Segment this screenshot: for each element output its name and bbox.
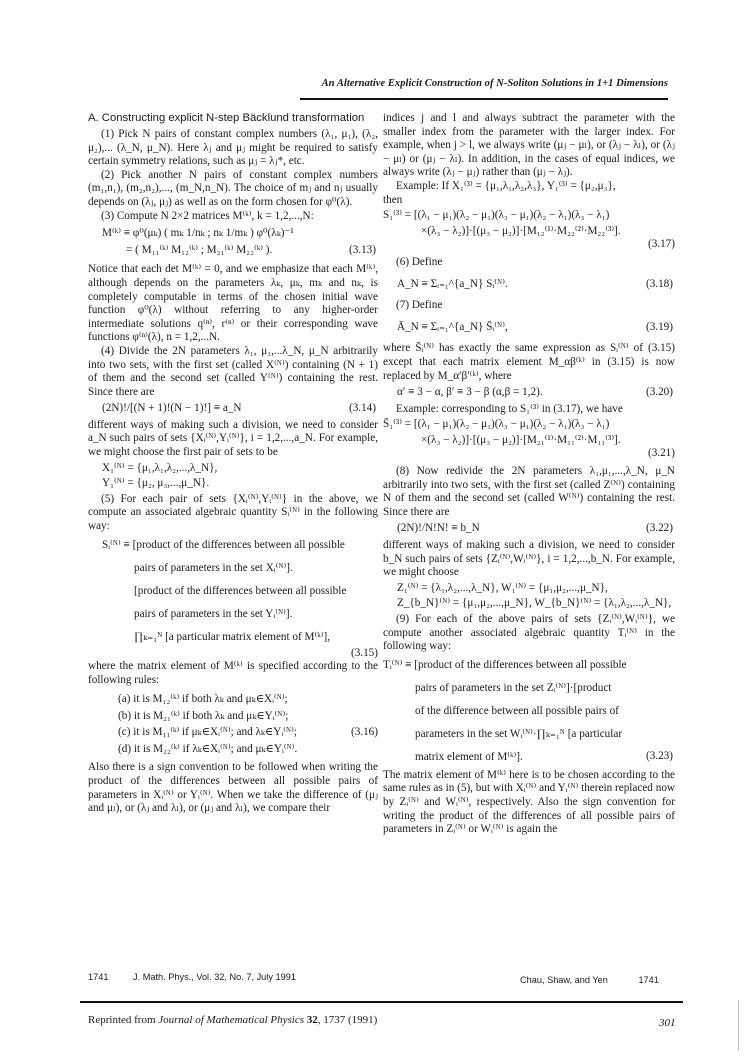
scan-edge-mark [738, 1000, 739, 1050]
reprint-note [88, 1014, 377, 1026]
equation-3-13-line2 [88, 244, 378, 258]
equation-line: pairs of parameters in the set Zᵢ⁽ᴺ⁾]·[product [415, 681, 612, 694]
equation-number: (3.18) [645, 277, 673, 290]
paragraph-indices: indices j and l and always subtract the parameter with the smaller index from the parameter with the larger index. For example, when j > l, we always write (μⱼ − μₗ), or (λⱼ − λₗ), or (λⱼ − μₗ) or (μⱼ − λₗ). In addition, in the cases of equal indices, we always write (λⱼ − μⱼ) rather than (μⱼ − λⱼ). [383, 112, 675, 179]
footer-left [88, 972, 296, 982]
page-number: 301 [659, 1017, 676, 1029]
equation-body: = ( M₁₁⁽ᵏ⁾ M₁₂⁽ᵏ⁾ ; M₂₁⁽ᵏ⁾ M₂₂⁽ᵏ⁾ ). [126, 243, 273, 256]
rule-text: (d) it is M₂₂⁽ᵏ⁾ if λₖ∈Xᵢ⁽ᴺ⁾; and μₖ∈Yᵢ⁽ᴺ⁾. [118, 742, 298, 755]
paragraph-sbar: where S̄ᵢ⁽ᴺ⁾ has exactly the same expression as Sᵢ⁽ᴺ⁾ of (3.15) except that each matrix element M_αβ⁽ᵏ⁾ in (3.15) is now replaced by M_α′β′⁽ᵏ⁾, where [383, 342, 675, 382]
header-rule [300, 98, 668, 100]
equation-line: pairs of parameters in the set Yᵢ⁽ᴺ⁾]. [134, 607, 293, 620]
equation-3-20 [383, 386, 675, 400]
reprint-prefix: Reprinted from [88, 1014, 159, 1026]
rule-item [118, 691, 378, 708]
equation-number: (3.13) [348, 243, 376, 256]
equation-number: (3.23) [645, 750, 673, 763]
rule-text: (a) it is M₁₂⁽ᵏ⁾ if both λₖ and μₖ∈Xᵢ⁽ᴺ⁾; [118, 693, 288, 706]
rule-item [118, 708, 378, 725]
equation-line: matrix element of M⁽ᵏ⁾]. [415, 750, 523, 763]
equation-3-21-line2: ×(λ₃ − λ₂)]·[(μ₃ − μ₂)]·[M₂₁⁽¹⁾·M₁₁⁽²⁾·M₁₁⁽³⁾]. [421, 433, 621, 446]
set-x1: X₁⁽ᴺ⁾ = {μ₁,λ₁,λ₂,...,λ_N}, [102, 461, 218, 474]
equation-number: (3.16) [350, 726, 378, 739]
equation-3-13-line1: M⁽ᵏ⁾ ≡ φ⁰(μₖ) ( mₖ 1/nₖ ; nₖ 1/mₖ ) φ⁰(λₖ)⁻¹ [102, 227, 294, 240]
equation-body: Ā_N ≡ Σᵢ₌₁^{a_N} S̄ᵢ⁽ᴺ⁾, [397, 320, 508, 333]
paragraph-sign-convention: Also there is a sign convention to be followed when writing the product of the differences between all possible pairs of parameters in Xᵢ⁽ᴺ⁾ or Yᵢ⁽ᴺ⁾. When we take the difference of (μⱼ and μₗ), or (λⱼ and λₗ), or (μⱼ and λₗ), we compare their [88, 761, 378, 815]
equation-3-17-line1: S₁⁽³⁾ = [(λ₁ − μ₁)(λ₂ − μ₁)(λ₃ − μ₁)(λ₂ − λ₁)(λ₃ − λ₁) [383, 209, 610, 222]
equation-number: (3.22) [645, 522, 673, 535]
equation-body: (2N)!/[(N + 1)!(N − 1)!] ≡ a_N [102, 402, 242, 415]
equation-3-23 [383, 654, 675, 769]
paragraph-step5: (5) For each pair of sets {Xᵢ⁽ᴺ⁾,Yᵢ⁽ᴺ⁾} in the above, we compute an associated algebraic quantity Sᵢ⁽ᴺ⁾ in the following way: [88, 492, 378, 533]
example-1: Example: If X₁⁽³⁾ = {μ₁,λ₁,λ₂,λ₃}, Y₁⁽³⁾ = {μ₂,μ₃}, [396, 179, 616, 192]
footer-right [520, 975, 659, 985]
equation-line: Tᵢ⁽ᴺ⁾ ≡ [product of the differences between all possible [383, 658, 627, 671]
footer-journal: J. Math. Phys., Vol. 32, No. 7, July 1991 [133, 972, 296, 982]
equation-last-line [383, 746, 675, 769]
paragraph-rules-intro: where the matrix element of M⁽ᵏ⁾ is specified according to the following rules: [88, 660, 378, 686]
step7-label: (7) Define [396, 299, 443, 312]
equation-3-22 [383, 522, 675, 536]
equation-3-17-line2: ×(λ₃ − λ₂)]·[(μ₃ − μ₂)]·[M₁₂⁽¹⁾·M₂₂⁽²⁾·M₂₂⁽³⁾]. [421, 224, 621, 237]
paragraph-step4: (4) Divide the 2N parameters λ₁, μ₁,...λ_N, μ_N arbitrarily into two sets, with the first set (called X⁽ᴺ⁾) containing (N + 1) of them and the second set (called Y⁽ᴺ⁾) containing the rest. Since there are [88, 344, 378, 398]
equation-3-18 [383, 278, 675, 292]
paragraph-step1: (1) Pick N pairs of constant complex numbers (λ₁, μ₁), (λ₂, μ₂),... (λ_N, μ_N). Here λⱼ and μⱼ might be required to satisfy certain symmetry relations, such as μⱼ = λⱼ*, etc. [88, 128, 378, 168]
sets-line2: Z_{b_N}⁽ᴺ⁾ = {μ₁,μ₂,...,μ_N}, W_{b_N}⁽ᴺ⁾ = {λ₁,λ₂,...,λ_N}, [397, 597, 672, 610]
equation-line: ∏ₖ₌₁ᴺ [a particular matrix element of M⁽ᵏ⁾], [134, 630, 331, 643]
rule-item [118, 741, 378, 758]
equation-body: (2N)!/N!N! ≡ b_N [397, 522, 480, 535]
equation-number: (3.17) [647, 238, 675, 251]
paragraph-matrix-element: The matrix element of M⁽ᵏ⁾ here is to be chosen according to the same rules as in (5), but with Xᵢ⁽ᴺ⁾ and Yᵢ⁽ᴺ⁾ therein replaced now by Zᵢ⁽ᴺ⁾ and Wᵢ⁽ᴺ⁾, respectively. Also the sign convention for writing the product of the differences of all possible pairs of parameters in Zᵢ⁽ᴺ⁾ or Wᵢ⁽ᴺ⁾ is again the [383, 768, 675, 836]
equation-number: (3.15) [350, 646, 378, 659]
equation-3-14 [88, 402, 378, 416]
footer-page-number: 1741 [638, 975, 659, 985]
equation-number: (3.20) [645, 386, 673, 399]
paragraph-division: different ways of making such a division, we need to consider a_N such pairs of sets {Xᵢ⁽ᴺ⁾,Yᵢ⁽ᴺ⁾}, i = 1,2,...,a_N. For example, we might choose the first pair of sets to be [88, 418, 378, 459]
footer-page-number: 1741 [88, 972, 109, 982]
step6-label: (6) Define [396, 255, 443, 268]
section-title: A. Constructing explicit N-step Bäcklund transformation [88, 112, 365, 124]
equation-number: (3.19) [645, 320, 673, 333]
sets-line1: Z₁⁽ᴺ⁾ = {λ₁,λ₂,...,λ_N}, W₁⁽ᴺ⁾ = {μ₁,μ₂,...,μ_N}, [397, 581, 608, 594]
bottom-rule [80, 1001, 683, 1003]
example-2: Example: corresponding to S₁⁽³⁾ in (3.17), we have [396, 402, 623, 415]
paragraph-notice: Notice that each det M⁽ᵏ⁾ = 0, and we emphasize that each M⁽ᵏ⁾, although depends on the parameters λₖ, μₖ, mₖ and nₖ, is completely computable in terms of the chosen initial wave function φ⁰(λ) without referring to any higher-order intermediate solutions q⁽ⁿ⁾, r⁽ⁿ⁾ or their corresponding wave functions φ⁽ⁿ⁾(λ), n = 1,2,...N. [88, 263, 378, 344]
rule-text: (b) it is M₂₁⁽ᵏ⁾ if both λₖ and μₖ∈Yᵢ⁽ᴺ⁾; [118, 709, 289, 722]
equation-line: parameters in the set Wᵢ⁽ᴺ⁾·∏ₖ₌₁ᴺ [a particular [415, 727, 623, 740]
equation-line: Sᵢ⁽ᴺ⁾ ≡ [product of the differences between all possible [102, 538, 345, 551]
equation-line: of the difference between all possible pairs of [415, 704, 619, 717]
paragraph-step8: (8) Now redivide the 2N parameters λ₁,μ₁,...,λ_N, μ_N arbitrarily into two sets, with the first set (called Z⁽ᴺ⁾) containing N of them and the second set (called W⁽ᴺ⁾) containing the rest. Since there are [383, 465, 675, 518]
reprint-journal: Journal of Mathematical Physics [158, 1014, 304, 1026]
running-head: An Alternative Explicit Construction of N-Soliton Solutions in 1+1 Dimensions [321, 78, 668, 89]
left-column [88, 112, 378, 816]
equation-line: [product of the differences between all possible [134, 584, 347, 597]
reprint-rest: , 1737 (1991) [317, 1014, 378, 1026]
equation-3-19 [383, 321, 675, 335]
equation-line: pairs of parameters in the set Xᵢ⁽ᴺ⁾]. [134, 561, 293, 574]
equation-body: α′ ≡ 3 − α, β′ ≡ 3 − β (α,β = 1,2). [397, 386, 543, 399]
then-label: then [383, 193, 403, 206]
paragraph-step2: (2) Pick another N pairs of constant complex numbers (m₁,n₁), (m₂,n₂),..., (m_N,n_N). The choice of mⱼ and nⱼ usually depends on (λⱼ, μⱼ) as well as on the form chosen for φ⁰(λ). [88, 168, 378, 208]
paragraph-step3: (3) Compute N 2×2 matrices M⁽ᵏ⁾, k = 1,2,...,N: [101, 209, 314, 222]
paragraph-division-2: different ways of making such a division, we need to consider b_N such pairs of sets {Zᵢ⁽ᴺ⁾,Wᵢ⁽ᴺ⁾}, i = 1,2,...,b_N. For example, we might choose [383, 539, 675, 579]
rule-item [118, 724, 378, 741]
equation-number: (3.21) [647, 447, 675, 460]
right-column [383, 112, 675, 837]
equation-body: A_N ≡ Σᵢ₌₁^{a_N} Sᵢ⁽ᴺ⁾. [397, 277, 508, 290]
equation-3-21-line1: S̄₁⁽³⁾ = [(λ₁ − μ₁)(λ₂ − μ₁)(λ₃ − μ₁)(λ₂ − λ₁)(λ₃ − λ₁) [383, 418, 610, 431]
equation-3-15 [88, 534, 378, 661]
reprint-volume: 32 [304, 1014, 318, 1026]
footer-authors: Chau, Shaw, and Yen [520, 975, 608, 985]
rules-list [88, 691, 378, 757]
set-y1: Y₁⁽ᴺ⁾ = {μ₂, μ₃,...,μ_N}. [102, 477, 210, 490]
paragraph-step9: (9) For each of the above pairs of sets {Zᵢ⁽ᴺ⁾,Wᵢ⁽ᴺ⁾}, we compute another associated algebraic quantity Tᵢ⁽ᴺ⁾ in the following way: [383, 613, 675, 653]
equation-number: (3.14) [348, 402, 376, 415]
rule-text: (c) it is M₁₁⁽ᵏ⁾ if μₖ∈Xᵢ⁽ᴺ⁾; and λₖ∈Yᵢ⁽ᴺ⁾; [118, 726, 297, 739]
